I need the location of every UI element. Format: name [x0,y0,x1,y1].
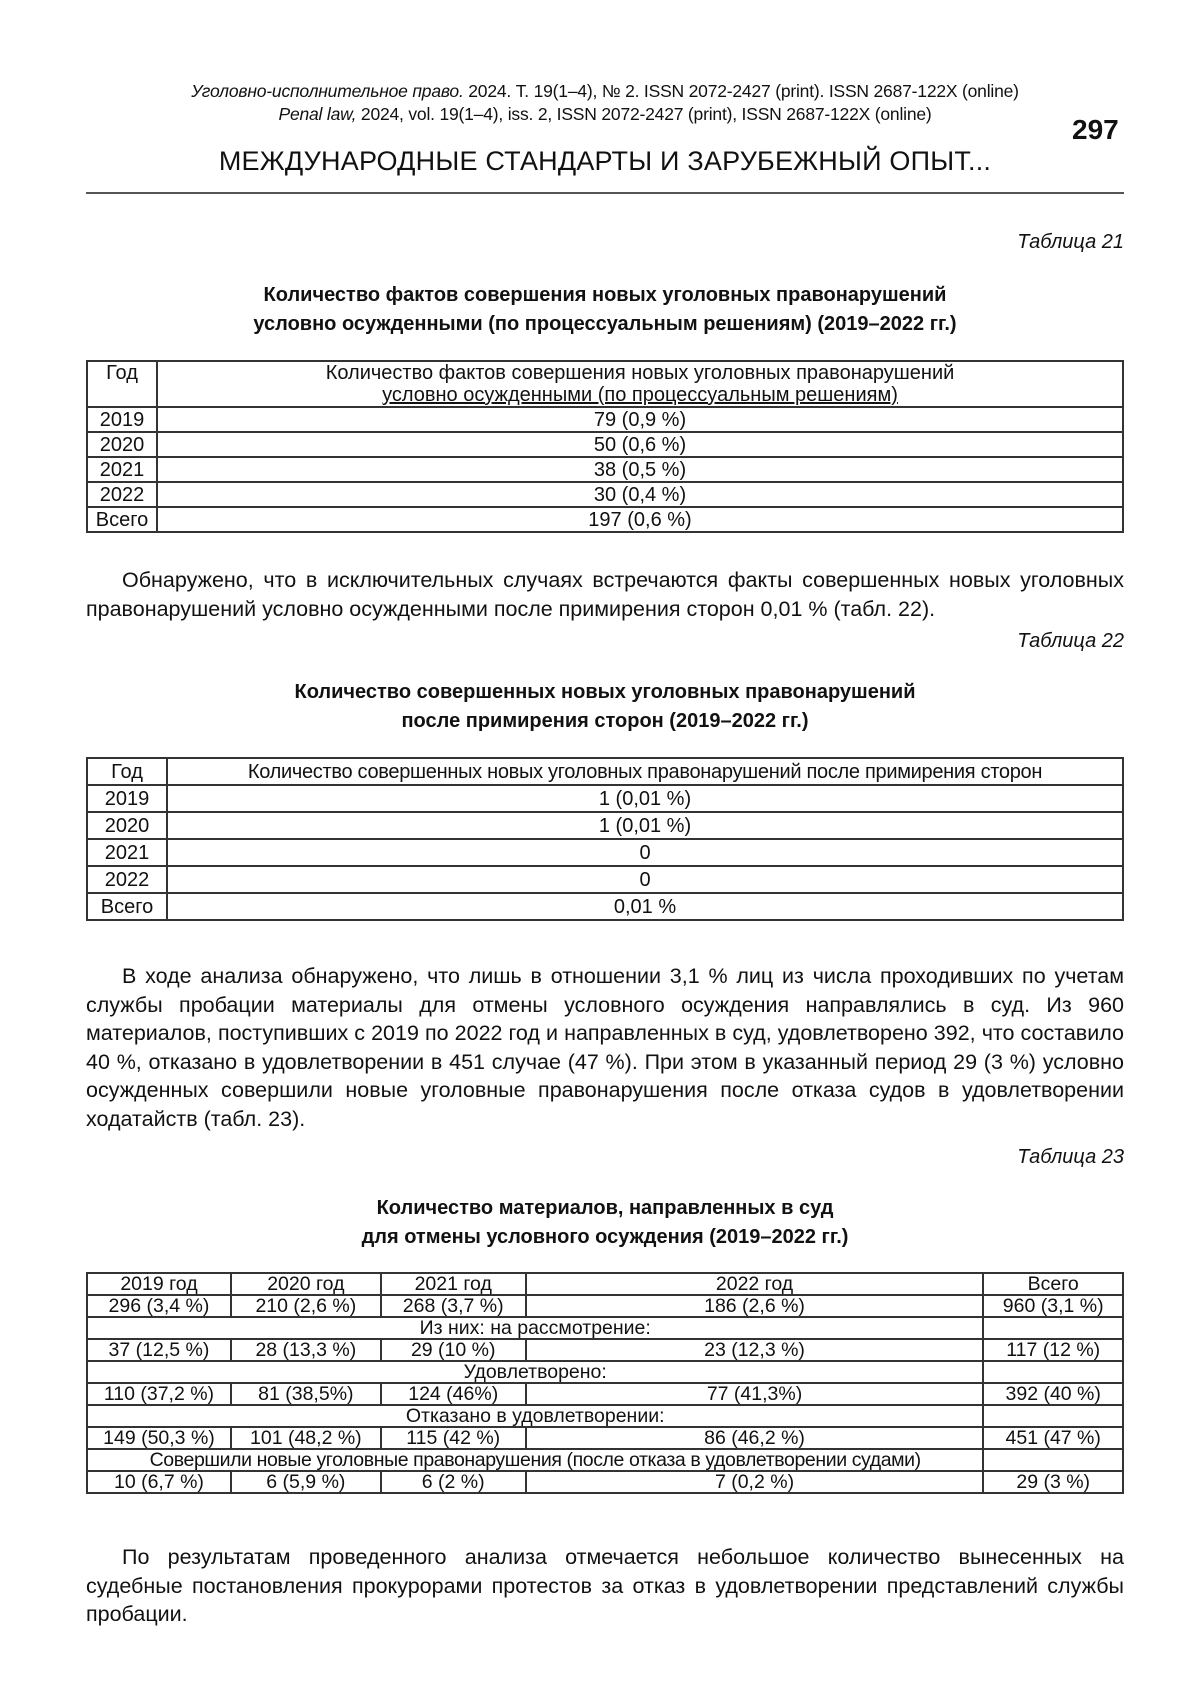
table-header-row [87,758,1123,785]
header-cell: Всего [983,1273,1123,1295]
table23-caption: Таблица 23 [1017,1146,1124,1168]
table-header-row [87,361,1123,407]
cell: 77 (41,3%) [526,1383,984,1405]
paragraph-2: В ходе анализа обнаружено, что лишь в отношении 3,1 % лиц из числа проходивших по учетам службы пробации материалы для отмены условного осуждения направлялись в суд. Из 960 материалов, поступивших с 2019 по 2022 год и направленных в суд, удовлетворено 392, что составило 40 %, отказано в удовлетворении в 451 случае (47 %). При этом в указанный период 29 (3 %) условно осужденных совершили новые уголовные правонарушения после отказа судов в удовлетворении ходатайств (табл. 23). [86,964,1124,1131]
cell: 451 (47 %) [983,1427,1123,1449]
journal-title-en: Penal law, [278,104,357,124]
header-cell-value [157,361,1123,407]
cell: 115 (42 %) [381,1427,526,1449]
cell: 81 (38,5%) [231,1383,381,1405]
table-row-total [87,893,1123,920]
header-value-line1: Количество фактов совершения новых уголовных правонарушений [325,362,955,384]
table22 [86,757,1124,921]
table23-title-line2: для отмены условного осуждения (2019–2022 гг.) [361,1226,849,1248]
table-row [87,812,1123,839]
cell-value: 1 (0,01 %) [167,785,1123,812]
header-cell-value: Количество совершенных новых уголовных правонарушений после примирения сторон [167,758,1123,785]
table-subheader-row [87,1449,1123,1471]
cell: 28 (13,3 %) [231,1339,381,1361]
cell-value: 1 (0,01 %) [167,812,1123,839]
cell: 117 (12 %) [983,1339,1123,1361]
table21-title-line1: Количество фактов совершения новых уголовных правонарушений [263,284,947,306]
table-row-reoffended [87,1471,1123,1493]
paragraph-1: Обнаружено, что в исключительных случаях встречаются факты совершенных новых уголовных правонарушений условно осужденными после примирения сторон 0,01 % (табл. 22). [86,568,1124,621]
cell-year: 2022 [87,866,167,893]
table21-title-line2: условно осужденными (по процессуальным решениям) (2019–2022 гг.) [253,313,957,335]
table23-title-line1: Количество материалов, направленных в суд [376,1197,834,1219]
header-cell-year: Год [87,361,157,407]
table-row [87,432,1123,457]
cell-value: 0 [167,866,1123,893]
table-row [87,457,1123,482]
cell: 149 (50,3 %) [87,1427,231,1449]
header-cell: 2019 год [87,1273,231,1295]
subheader-granted: Удовлетворено: [87,1361,983,1383]
journal-issue-en: 2024, vol. 19(1–4), iss. 2, ISSN 2072-2427 (print), ISSN 2687-122X (online) [356,104,932,124]
cell-value: 79 (0,9 %) [157,407,1123,432]
paragraph-3: По результатам проведенного анализа отмечается небольшое количество вынесенных на судебные постановления прокурорами протестов за отказ в удовлетворении представлений службы пробации. [86,1545,1124,1626]
table-row [87,482,1123,507]
cell: 6 (5,9 %) [231,1471,381,1493]
running-header-ru [86,81,1124,102]
cell-year: 2020 [87,812,167,839]
cell-value: 0,01 % [167,893,1123,920]
table-row-sent [87,1295,1123,1317]
cell-year: 2020 [87,432,157,457]
cell: 23 (12,3 %) [526,1339,984,1361]
cell-value: 0 [167,839,1123,866]
header-cell: 2020 год [231,1273,381,1295]
cell-value: 38 (0,5 %) [157,457,1123,482]
table-row [87,785,1123,812]
table22-title-line1: Количество совершенных новых уголовных правонарушений [294,681,916,703]
header-cell-year: Год [87,758,167,785]
table22-title [86,678,1124,736]
cell-empty [983,1449,1123,1471]
table23-title [86,1194,1124,1252]
cell: 110 (37,2 %) [87,1383,231,1405]
table23 [86,1272,1124,1494]
cell-year: 2019 [87,785,167,812]
header-value-line2: условно осужденными (по процессуальным решениям) [382,384,898,406]
cell-empty [983,1405,1123,1427]
table21-caption: Таблица 21 [1017,231,1124,253]
cell: 186 (2,6 %) [526,1295,984,1317]
page-number: 297 [1072,114,1119,145]
table-row-granted [87,1383,1123,1405]
cell: 296 (3,4 %) [87,1295,231,1317]
cell: 7 (0,2 %) [526,1471,984,1493]
cell-year: 2019 [87,407,157,432]
running-header-en [86,104,1124,125]
cell-value: 197 (0,6 %) [157,507,1123,532]
header-divider [86,192,1124,194]
journal-title-ru: Уголовно-исполнительное право. [191,81,464,101]
table22-caption: Таблица 22 [1017,630,1124,652]
subheader-reoffended: Совершили новые уголовные правонарушения (после отказа в удовлетворении судами) [87,1449,983,1471]
cell: 392 (40 %) [983,1383,1123,1405]
header-cell: 2021 год [381,1273,526,1295]
table22-title-line2: после примирения сторон (2019–2022 гг.) [401,710,809,732]
journal-issue-ru: 2024. Т. 19(1–4), № 2. ISSN 2072-2427 (print). ISSN 2687-122X (online) [463,81,1019,101]
cell: 29 (3 %) [983,1471,1123,1493]
cell: 10 (6,7 %) [87,1471,231,1493]
cell: 960 (3,1 %) [983,1295,1123,1317]
table21 [86,360,1124,533]
cell-empty [983,1361,1123,1383]
cell: 124 (46%) [381,1383,526,1405]
table-row [87,407,1123,432]
table-subheader-row [87,1405,1123,1427]
table-row [87,866,1123,893]
cell: 29 (10 %) [381,1339,526,1361]
cell: 268 (3,7 %) [381,1295,526,1317]
cell: 101 (48,2 %) [231,1427,381,1449]
cell-empty [983,1317,1123,1339]
subheader-review: Из них: на рассмотрение: [87,1317,983,1339]
table21-title [86,281,1124,339]
cell-year: 2021 [87,839,167,866]
subheader-refused: Отказано в удовлетворении: [87,1405,983,1427]
cell-value: 50 (0,6 %) [157,432,1123,457]
cell-year: 2021 [87,457,157,482]
table-row-refused [87,1427,1123,1449]
section-title: МЕЖДУНАРОДНЫЕ СТАНДАРТЫ И ЗАРУБЕЖНЫЙ ОПЫТ... [218,146,992,176]
cell-year: Всего [87,507,157,532]
table-row-review [87,1339,1123,1361]
table-row-total [87,507,1123,532]
cell: 37 (12,5 %) [87,1339,231,1361]
table-subheader-row [87,1361,1123,1383]
table-row [87,839,1123,866]
header-cell: 2022 год [526,1273,984,1295]
cell: 86 (46,2 %) [526,1427,984,1449]
table-header-row [87,1273,1123,1295]
table-subheader-row [87,1317,1123,1339]
cell-value: 30 (0,4 %) [157,482,1123,507]
cell: 210 (2,6 %) [231,1295,381,1317]
cell: 6 (2 %) [381,1471,526,1493]
cell-year: Всего [87,893,167,920]
cell-year: 2022 [87,482,157,507]
